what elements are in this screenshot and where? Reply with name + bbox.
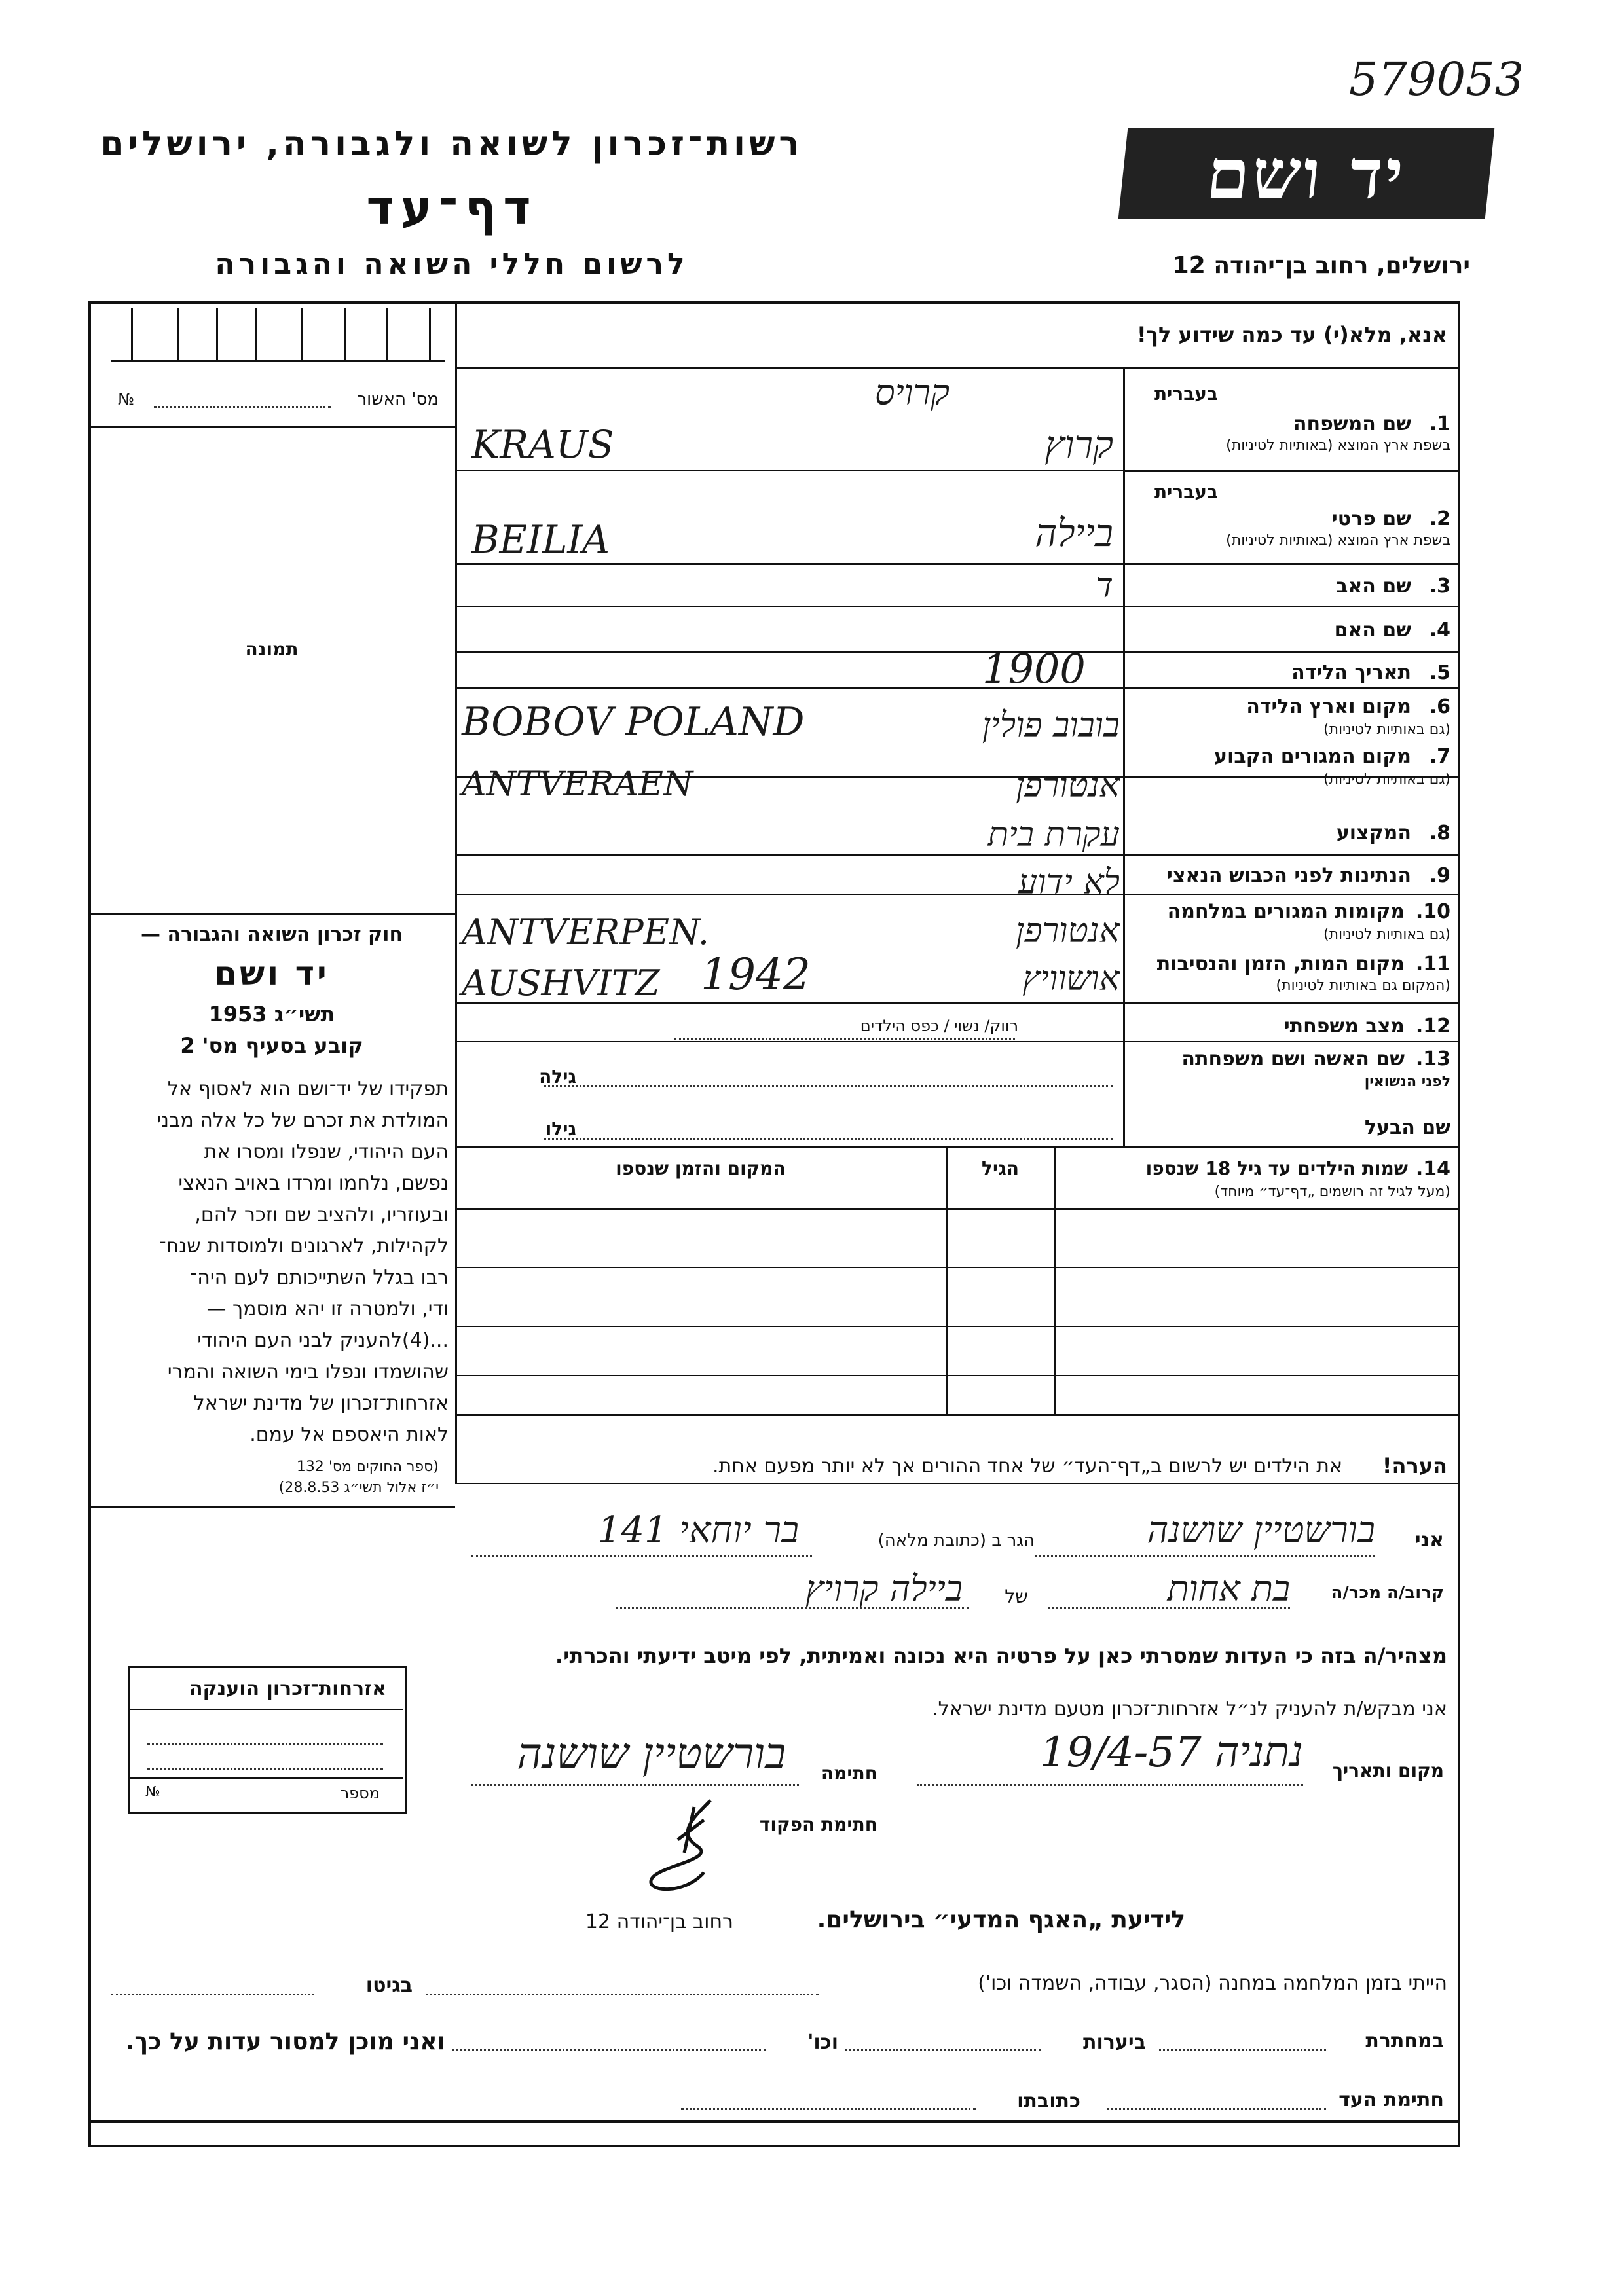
birth-year: 1900	[982, 645, 1086, 693]
number-label: מספר	[340, 1784, 380, 1802]
marital-options: רווק/ נשוי / כפס הילדים	[860, 1017, 1018, 1035]
decl-shel: של	[1005, 1586, 1028, 1607]
yad-vashem-logo	[1118, 128, 1495, 219]
death-place-latin: AUSHVITZ	[462, 962, 660, 1004]
decl-place-date-label: מקום ותאריך	[1332, 1760, 1444, 1781]
number-no: №	[145, 1784, 160, 1800]
birthplace-latin: BOBOV POLAND	[462, 699, 805, 745]
decl-signature-label: חתימה	[821, 1762, 877, 1784]
law-line: המולדת את זכרם של כל אלה מבני	[157, 1109, 449, 1132]
first-name-latin: BEILIA	[471, 517, 610, 562]
wartime-latin: ANTVERPEN.	[462, 911, 710, 953]
surname-latin: KRAUS	[471, 422, 614, 467]
children-header-age: הגיל	[982, 1157, 1019, 1179]
law-ref-2: י״ז אלול תשי״ג 28.8.53)	[278, 1480, 439, 1496]
ticket-boxes	[111, 308, 445, 360]
intro-text: אנא, מלא(י) עד כמה שידוע לך!	[1136, 322, 1447, 347]
field-1-lang: בעברית	[1154, 383, 1218, 405]
residence-hebrew: אנטורפן	[1016, 766, 1120, 805]
field-2-lang: בעברית	[1154, 481, 1218, 503]
field-6-label: מקום וארץ הלידה	[1246, 695, 1411, 718]
law-line: רבו בגלל השתייכותם לעם היה־	[190, 1266, 449, 1289]
footer-underground: במחתרת	[1365, 2030, 1444, 2052]
birthplace-hebrew: בובוב פולין	[982, 706, 1120, 745]
field-10-note: (גם באותיות לטיניות)	[1323, 926, 1450, 943]
law-line: לאות היאספם אל עמם.	[249, 1423, 449, 1446]
first-name-hebrew: ביילה	[1035, 511, 1113, 555]
law-title: חוק זכרון השואה והגבורה —	[140, 923, 403, 946]
children-header-place: המקום והזמן שנספו	[616, 1157, 786, 1179]
field-2-label: שם פרטי	[1331, 507, 1411, 530]
decl-ani: אני	[1414, 1529, 1444, 1552]
wartime-hebrew: אנטורפן	[1016, 911, 1120, 951]
field-3-label: שם האב	[1336, 575, 1411, 598]
field-6-note: (גם באותיות לטיניות)	[1323, 721, 1450, 738]
field-4-num: 4.	[1429, 619, 1450, 642]
serial-number: 579053	[1349, 52, 1524, 106]
law-line: נפשם, נלחמו ומרדו באויב הנאצי	[178, 1172, 449, 1195]
decl-place-date: נתניה 19/4-57	[1039, 1728, 1303, 1777]
field-6-num: 6.	[1429, 695, 1450, 718]
children-num: 14.	[1415, 1157, 1450, 1180]
children-header-note: (מעל לגיל זה רושמים „דף־עד״ מיוחד)	[1214, 1184, 1450, 1200]
husband-label: שם הבעל	[1364, 1116, 1450, 1139]
law-name: יד ושם	[214, 955, 329, 993]
law-line: שהושמדו ונפלו בימי השואה והמרי	[167, 1360, 449, 1383]
surname-hebrew-2: קרוץ	[1044, 422, 1113, 467]
field-12-num: 12.	[1415, 1015, 1450, 1038]
field-4-label: שם האם	[1334, 619, 1411, 642]
frame-divider	[88, 2120, 1460, 2123]
decl-statement: מצהיר/ה בזה כי העדות שמסרתי כאן על פרטיה היא נכונה ואמיתית, לפי מיטב ידיעתי והכרתי.	[555, 1643, 1447, 1668]
occupation-value: עקרת בית	[987, 815, 1120, 854]
approval-no: №	[118, 390, 134, 409]
father-name: ד	[1096, 566, 1113, 606]
field-1-num: 1.	[1429, 412, 1450, 435]
field-9-label: הנתינות לפני הכבוש הנאצי	[1167, 864, 1411, 887]
law-line: העם היהודי, שנפלו ומסרו את	[204, 1140, 449, 1163]
field-12-label: מצב משפחתי	[1283, 1015, 1405, 1038]
surname-hebrew: קרויס	[874, 372, 950, 413]
field-8-num: 8.	[1429, 822, 1450, 845]
decl-name: בורשטיין שושנה	[1147, 1509, 1375, 1552]
field-9-num: 9.	[1429, 864, 1450, 887]
photo-label: תמונה	[245, 638, 299, 660]
decl-address-label: הגר ב (כתובת מלאה)	[877, 1531, 1035, 1550]
field-10-num: 10.	[1415, 900, 1450, 923]
note-text: את הילדים יש לרשום ב„דף־העד״ של אחד ההורים אך לא יותר מפעם אחת.	[712, 1455, 1342, 1478]
officer-signature	[638, 1794, 730, 1899]
note-label: הערה!	[1382, 1453, 1447, 1478]
law-text	[95, 1074, 449, 1451]
field-5-num: 5.	[1429, 661, 1450, 684]
header-address: ירושלים, רחוב בן־יהודה 12	[1172, 252, 1470, 279]
citizenship-title: אזרחות־זכרון הוענקה	[189, 1677, 386, 1700]
field-10-label: מקומות המגורים במלחמה	[1167, 900, 1405, 923]
field-7-num: 7.	[1429, 745, 1450, 768]
org-name: רשות־זכרון לשואה ולגבורה, ירושלים	[100, 124, 803, 164]
decl-shel-value: ביילה קרויץ	[805, 1568, 963, 1609]
footer-title: לידיעת „האגף המדעי״ בירושלים.	[817, 1906, 1185, 1933]
field-2-note: בשפת ארץ המוצא (באותיות לטיניות)	[1226, 532, 1450, 549]
approval-label: מס' האשור	[357, 390, 439, 409]
field-13-note: לפני הנשואין	[1364, 1074, 1450, 1090]
decl-signature: בורשטיין שושנה	[517, 1728, 786, 1779]
law-line: ובעוזריו, ולהציב שם וזכר להם,	[194, 1203, 449, 1226]
field-5-label: תאריך הלידה	[1291, 661, 1411, 684]
logo-text: יד ושם	[1203, 133, 1410, 214]
field-11-note: (המקום גם באותיות לטיניות)	[1276, 977, 1450, 994]
law-line: לקהילות, לארגונים ולמוסדות שנח־	[158, 1235, 449, 1258]
age-label-1: גילה	[539, 1066, 576, 1087]
law-line: תפקידו של יד־ושם הוא לאסוף אל	[167, 1078, 449, 1101]
field-2-num: 2.	[1429, 507, 1450, 530]
signature-scribble-icon	[638, 1794, 730, 1899]
field-13-label: שם האשה ושם משפחתה	[1181, 1048, 1405, 1070]
field-7-note: (גם באותיות לטיניות)	[1323, 771, 1450, 788]
decl-relative: בת אחות	[1167, 1568, 1290, 1609]
field-13-num: 13.	[1415, 1048, 1450, 1070]
field-3-num: 3.	[1429, 575, 1450, 598]
footer-ready: ואני מוכן למסור עדות על כך.	[125, 2028, 445, 2055]
law-clause: קובע בסעיף מס' 2	[180, 1033, 363, 1058]
residence-latin: ANTVERAEN	[462, 765, 693, 804]
field-8-label: המקצוע	[1336, 822, 1411, 845]
footer-witness-sig: חתימת העד	[1338, 2088, 1444, 2111]
law-ref-1: (ספר החוקים מס' 132	[296, 1459, 439, 1475]
age-label-2: גילו	[545, 1118, 576, 1140]
field-11-num: 11.	[1415, 953, 1450, 975]
decl-relative-label: קרוב/ה מכר/ה	[1331, 1583, 1444, 1603]
footer-address-label: כתובתו	[1017, 2090, 1080, 2113]
footer-ghetto: בגיטו	[365, 1974, 413, 1997]
field-7-label: מקום המגורים הקבוע	[1214, 745, 1411, 768]
decl-address: בר יוחאי 141	[597, 1509, 799, 1552]
footer-etc: וכו'	[807, 2031, 838, 2054]
form-title: דף־עד	[366, 180, 538, 235]
law-line: אזרחות־זכרון של מדינת ישראל	[193, 1392, 449, 1415]
decl-request: אני מבקש/ת להעניק לנ״ל אזרחות־זכרון מטעם מדינת ישראל.	[932, 1698, 1447, 1721]
officer-label: חתימת הפקוד	[759, 1813, 877, 1835]
form-subtitle: לרשום חללי השואה והגבורה	[215, 247, 689, 281]
children-header-names: שמות הילדים עד גיל 18 שנספו	[1145, 1157, 1408, 1179]
field-1-note: בשפת ארץ המוצא (באותיות לטיניות)	[1226, 437, 1450, 454]
law-line: ודי, ולמטרה זו יהא מוסמך —	[206, 1298, 449, 1321]
death-place-hebrew: אושוויץ	[1022, 959, 1120, 998]
field-11-label: מקום המות, הזמן והנסיבות	[1156, 953, 1405, 975]
nationality-value: לא ידוע	[1018, 863, 1120, 902]
law-line: ...(4)להעניק לבני העם היהודי	[197, 1329, 449, 1352]
footer-address: רחוב בן־יהודה 12	[585, 1910, 733, 1933]
field-1-label: שם המשפחה	[1293, 412, 1411, 435]
death-year: 1942	[701, 949, 811, 1000]
law-year: תשי״ג 1953	[208, 1002, 335, 1027]
footer-line1: הייתי בזמן המלחמה במחנה (הסגר, עבודה, השמדה וכו')	[978, 1972, 1447, 1995]
footer-forests: ביערות	[1083, 2031, 1146, 2054]
